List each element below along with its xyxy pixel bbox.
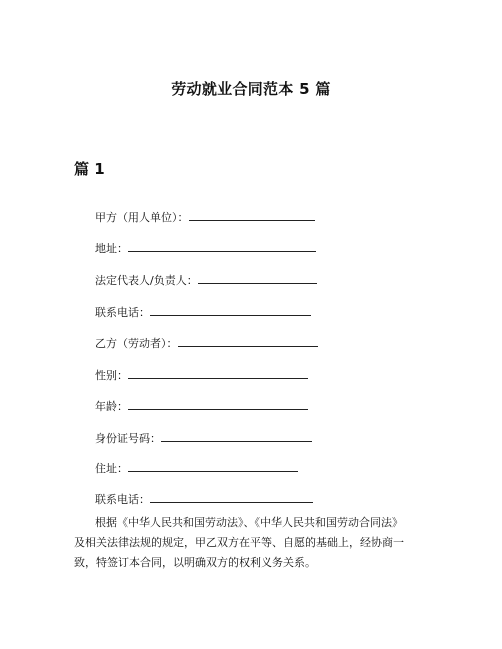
fill-in-blank: [128, 460, 298, 472]
fill-in-blank: [150, 304, 311, 316]
field-label: 甲方（用人单位）：: [95, 211, 189, 224]
fill-in-blank: [198, 272, 317, 284]
paragraph-line: 及相关法律法规的规定，甲乙双方在平等、自愿的基础上，经协商一: [74, 536, 404, 549]
field-label: 乙方（劳动者）：: [95, 337, 178, 350]
field-address: [95, 240, 316, 256]
field-label: 法定代表人/负责人：: [95, 274, 198, 287]
field-label: 住址：: [95, 462, 128, 475]
field-party-b: [95, 335, 318, 351]
field-label: 联系电话：: [95, 306, 150, 319]
paragraph-line: 致，特签订本合同，以明确双方的权利义务关系。: [74, 556, 316, 569]
field-label: 地址：: [95, 242, 128, 255]
field-label: 身份证号码：: [95, 432, 161, 445]
field-label: 性别：: [95, 369, 128, 382]
fill-in-blank: [178, 335, 318, 347]
body-paragraph: [74, 513, 436, 573]
fill-in-blank: [161, 430, 312, 442]
fill-in-blank: [128, 367, 308, 379]
field-legal-representative: [95, 272, 317, 288]
document-title: 劳动就业合同范本 5 篇: [171, 80, 331, 98]
paragraph-line: 根据《中华人民共和国劳动法》、《中华人民共和国劳动合同法》: [95, 516, 403, 529]
field-label: 联系电话：: [95, 493, 150, 506]
field-label: 年龄：: [95, 400, 128, 413]
field-phone-a: [95, 304, 311, 320]
section-heading: 篇 1: [74, 160, 105, 178]
field-residence: [95, 460, 298, 476]
fill-in-blank: [150, 491, 313, 503]
fill-in-blank: [128, 240, 316, 252]
fill-in-blank: [128, 398, 308, 410]
fill-in-blank: [189, 209, 315, 221]
field-party-a: [95, 209, 315, 225]
field-id-number: [95, 430, 312, 446]
field-gender: [95, 367, 308, 383]
field-phone-b: [95, 491, 313, 507]
field-age: [95, 398, 308, 414]
